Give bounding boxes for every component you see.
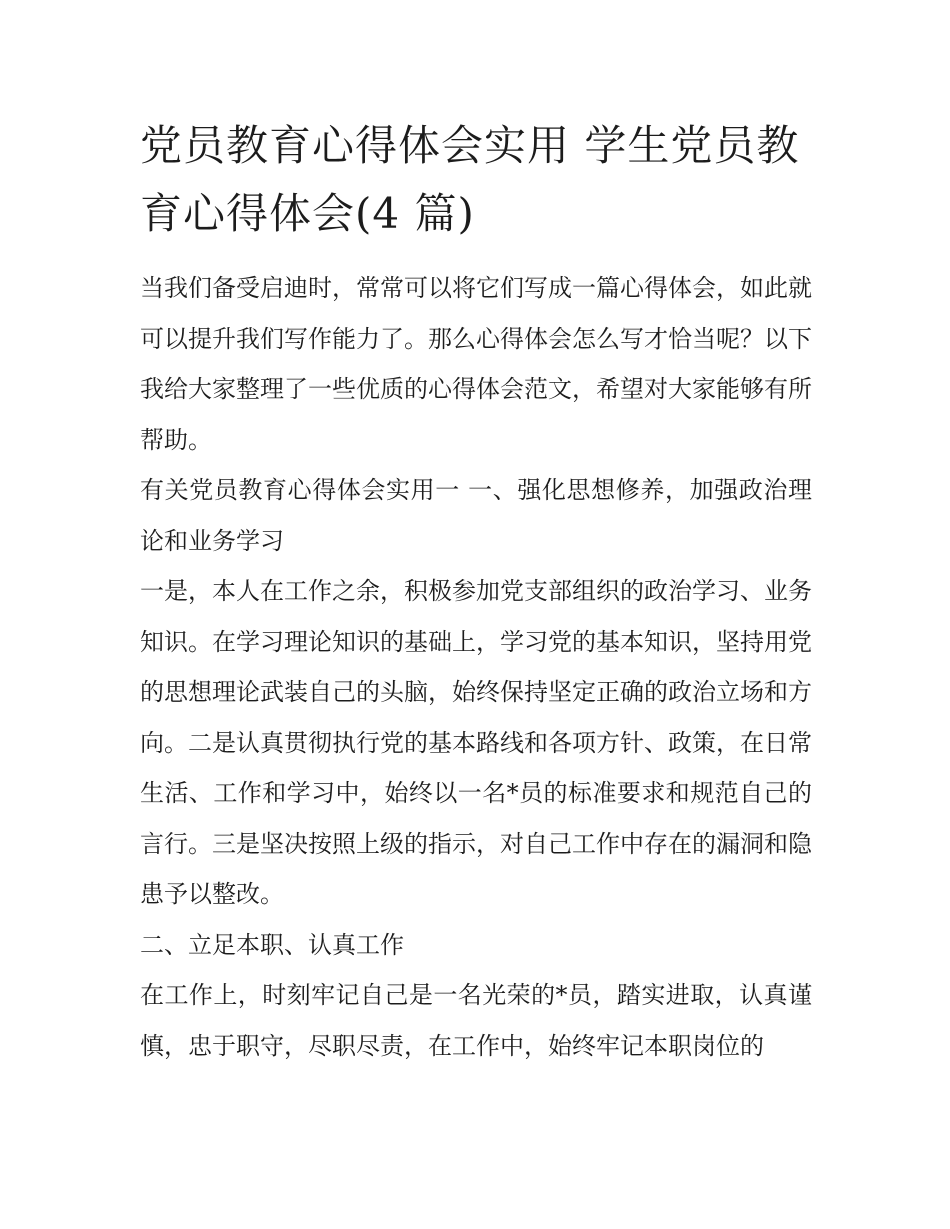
intro-paragraph: 当我们备受启迪时，常常可以将它们写成一篇心得体会，如此就可以提升我们写作能力了。那么心得体会怎么写才恰当呢？以下我给大家整理了一些优质的心得体会范文，希望对大家能够有所帮助。 bbox=[140, 274, 812, 454]
section-heading-paragraph: 有关党员教育心得体会实用一 一、强化思想修养，加强政治理论和业务学习 bbox=[140, 476, 812, 555]
document-content bbox=[140, 112, 812, 1071]
body-paragraph: 一是，本人在工作之余，积极参加党支部组织的政治学习、业务知识。在学习理论知识的基础上，学习党的基本知识，坚持用党的思想理论武装自己的头脑，始终保持坚定正确的政治立场和方向。二是认真贯彻执行党的基本路线和各项方针、政策，在日常生活、工作和学习中，始终以一名*员的标准要求和规范自己的言行。三是坚决按照上级的指示，对自己工作中存在的漏洞和隐患予以整改。 bbox=[140, 577, 812, 908]
document-title: 党员教育心得体会实用 学生党员教育心得体会(4 篇) bbox=[140, 121, 800, 238]
subsection-heading: 二、立足本职、认真工作 bbox=[140, 930, 404, 959]
body-paragraph: 在工作上，时刻牢记自己是一名光荣的*员，踏实进取，认真谨慎，忠于职守，尽职尽责，在工作中，始终牢记本职岗位的 bbox=[140, 981, 812, 1060]
